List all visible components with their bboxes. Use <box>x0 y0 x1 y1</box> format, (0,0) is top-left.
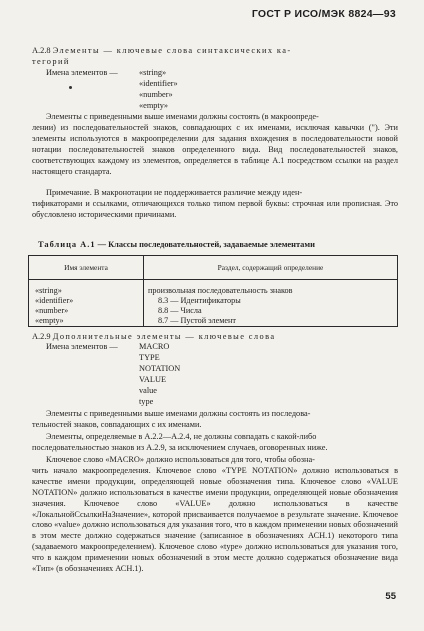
paragraph-text: лении) из последовательностей знаков, совпадающих с их именами, исключая кавычки ("). Эти элементы используются в макроопределении для задания вхождения в последовательности новой нотации последовательностей знаков определенного вида. Вид последовательностей знаков, соответствующих каждому из элементов, определяется в таблице А.1 посредством ссылки на раздел настоящего стандарта. <box>32 122 398 176</box>
note-line: Примечание. В макронотации не поддерживается различие между иден- <box>46 188 303 197</box>
note-text: тификаторами и ссылками, отличающихся только типом первой буквы: строчная или прописная. Это обусловлено историческими причинами. <box>32 198 398 219</box>
table-section: 8.8 — Числа <box>158 306 202 315</box>
table-caption <box>38 240 315 249</box>
section-title-continuation: тегорий <box>32 57 70 66</box>
element-names-label: Имена элементов — <box>46 342 118 351</box>
section-heading-a28 <box>32 46 292 57</box>
table-name: «string» <box>35 286 62 295</box>
paragraph-keyword-restriction <box>32 432 398 454</box>
section-number: А.2.9 <box>32 332 51 341</box>
table-row <box>29 280 398 327</box>
table-a1 <box>28 255 398 327</box>
table-cell-sections <box>144 280 398 327</box>
keyword-names-list <box>139 342 180 407</box>
paragraph-keyword-composition <box>32 409 398 431</box>
paragraph-text: чить начало макроопределения. Ключевое слово «TYPE NOTATION» должно использоваться в качестве имени продукции, определяющей новые обозначения типа. Ключевое слово «VALUE NOTATION» должно использоваться в качестве имени продукции, определяющей новые обозначения значения. Ключевое слово «VALUE» должно использоваться в качестве «ЛокальнойСсылкиНаЗначение», которой присваивается получаемое в результате значение. Ключевое слово «value» должно использоваться для указания того, что в каждом применении новых обозначений в этом месте должно содержаться значение (записанное в обозначениях АСН.1) некоторого типа (задаваемого макроопределением). Ключевое слово «type» должно использоваться для указания того, что в каждом применении новых обозначений в этом месте должно содержаться обозначение вида «Тип» (в обозначениях АСН.1). <box>32 465 398 574</box>
element-names-list <box>139 68 178 112</box>
table-name: «identifier» <box>35 296 74 305</box>
table-section: 8.3 — Идентификаторы <box>158 296 241 305</box>
section-title: Элементы — ключевые слова синтаксических ка- <box>52 46 292 55</box>
table-label: Таблица А.1 <box>38 240 96 249</box>
note-paragraph <box>32 188 398 221</box>
column-header-section: Раздел, содержащий определение <box>144 256 398 280</box>
table-name: «number» <box>35 306 69 315</box>
page-number: 55 <box>385 591 396 602</box>
element-names-label: Имена элементов — <box>46 68 118 77</box>
paragraph-line: Элементы с приведенными выше именами должны состоять из последова- <box>46 409 311 418</box>
table-section: произвольная последовательность знаков <box>148 286 293 295</box>
column-header-name: Имя элемента <box>29 256 144 280</box>
table-cell-names <box>29 280 144 327</box>
element-name: «empty» <box>139 100 169 110</box>
paragraph-line: Ключевое слово «MACRO» должно использоваться для того, чтобы обозна- <box>46 455 315 464</box>
element-name: «string» <box>139 68 167 77</box>
keyword-name: VALUE <box>139 374 167 384</box>
table-section: 8.7 — Пустой элемент <box>158 316 237 325</box>
section-title: Дополнительные элементы — ключевые слова <box>52 332 276 341</box>
paragraph-text: тельностей знаков, совпадающих с их именами. <box>32 419 202 429</box>
keyword-name: MACRO <box>139 342 170 351</box>
keyword-name: TYPE <box>139 352 160 362</box>
bullet-mark <box>69 86 72 89</box>
paragraph-line: Элементы, определяемые в А.2.2—А.2.4, не должны совпадать с какой-либо <box>46 432 317 441</box>
paragraph-text: последовательностью знаков из А.2.9, за исключением случаев, оговоренных ниже. <box>32 442 328 452</box>
paragraph-keyword-usage <box>32 455 398 575</box>
keyword-name: NOTATION <box>139 363 181 373</box>
table-header-row <box>29 256 398 280</box>
element-name: «number» <box>139 89 173 99</box>
element-name: «identifier» <box>139 78 178 88</box>
section-number: А.2.8 <box>32 46 51 55</box>
keyword-name: type <box>139 396 154 406</box>
table-title: — Классы последовательностей, задаваемые элементами <box>97 240 315 249</box>
paragraph-line: Элементы с приведенными выше именами должны состоять (в макроопреде- <box>46 112 319 121</box>
standard-header: ГОСТ Р ИСО/МЭК 8824—93 <box>251 8 396 20</box>
paragraph-elements-definition <box>32 112 398 177</box>
table-name: «empty» <box>35 316 64 325</box>
keyword-name: value <box>139 385 157 395</box>
